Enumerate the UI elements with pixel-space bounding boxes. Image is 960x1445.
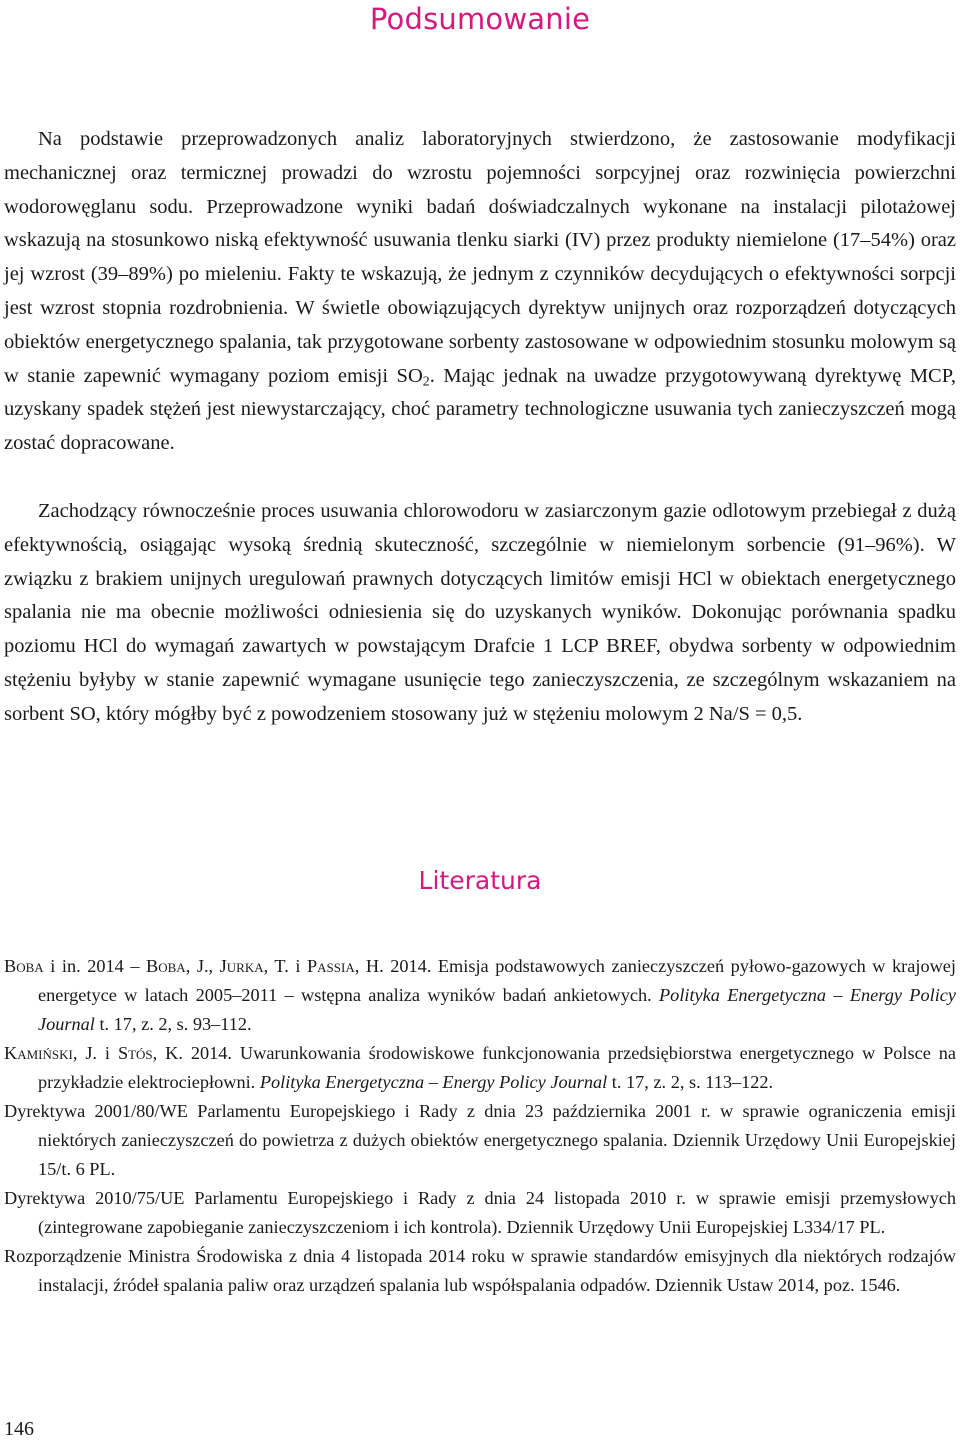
reference-text: , K. 2014. Uwarunkowania środowiskowe funkcjonowania przedsiębiorstwa energetycznego w Polsce na przykładzie elektrociepłowni. [38,1043,956,1092]
reference-text: t. 17, z. 2, s. 93–112. [94,1014,252,1034]
reference-item [4,1039,956,1097]
paragraph-text: Na podstawie przeprowadzonych analiz laboratoryjnych stwierdzono, że zastosowanie modyfikacji mechanicznej oraz termicznej prowadzi do wzrostu pojemności sorpcyjnej oraz rozwinięcia powierzchni wodorowęglanu sodu. Przeprowadzone wyniki badań doświadczalnych wykonane na instalacji pilotażowej wskazują na stosunkowo niską efektywność usuwania tlenku siarki (IV) przez produkty niemielone (17–54%) oraz jej wzrost (39–89%) po mieleniu. Fakty te wskazują, że jednym z czynników decydujących o efektywności sorpcji jest wzrost stopnia rozdrobnienia. W świetle obowiązujących dyrektyw unijnych oraz rozporządzeń dotyczących obiektów energetycznego spalania, tak przygotowane sorbenty zastosowane w odpowiednim stosunku molowym są w stanie zapewnić wymagany poziom emisji SO [4,128,956,387]
author-name: Boba [146,956,186,976]
section-heading-literature: Literatura [418,866,542,895]
reference-text: i in. 2014 – [43,956,147,976]
journal-title: Polityka Energetyczna – Energy Policy Journal [259,1072,608,1092]
author-name: Boba [4,956,44,976]
paragraph-text: . Mając jednak na uwadze przygotowywaną dyrektywę MCP, uzyskany spadek stężeń jest niewystarczający, choć parametry technologiczne usuwania tych zanieczyszczeń mogą zostać dopracowane. [4,364,956,455]
reference-text: , J., [185,956,220,976]
reference-item: Dyrektywa 2010/75/UE Parlamentu Europejskiego i Rady z dnia 24 listopada 2010 r. w sprawie emisji przemysłowych (zintegrowane zapobieganie zanieczyszczeniom i ich kontrola). Dziennik Urzędowy Unii Europejskiej L334/17 PL. [4,1188,956,1237]
reference-text: , J. i [72,1043,118,1063]
author-name: Kamiński [4,1043,73,1063]
reference-item: Dyrektywa 2001/80/WE Parlamentu Europejskiego i Rady z dnia 23 października 2001 r. w sprawie ograniczenia emisji niektórych zanieczyszczeń do powietrza z dużych obiektów energetycznego spalania. Dziennik Urzędowy Unii Europejskiej 15/t. 6 PL. [4,1101,956,1179]
reference-text: , T. i [263,956,307,976]
reference-item [4,952,956,1039]
reference-list [4,952,956,1300]
journal-title: Polityka Energetyczna – Energy Policy Journal [38,985,956,1034]
page-number: 146 [4,1418,34,1440]
subscript: 2 [422,374,430,390]
reference-text: t. 17, z. 2, s. 113–122. [607,1072,774,1092]
author-name: Jurka [219,956,264,976]
reference-item: Rozporządzenie Ministra Środowiska z dnia 4 listopada 2014 roku w sprawie standardów emisyjnych dla niektórych rodzajów instalacji, źródeł spalania paliw oraz urządzeń spalania lub współspalania odpadów. Dziennik Ustaw 2014, poz. 1546. [4,1246,956,1295]
section-heading-summary: Podsumowanie [369,2,591,36]
summary-paragraph-1 [4,123,956,461]
summary-paragraph-2: Zachodzący równocześnie proces usuwania chlorowodoru w zasiarczonym gazie odlotowym przebiegał z dużą efektywnością, osiągając wysoką średnią skuteczność, szczególnie w niemielonym sorbencie (91–96%). W związku z brakiem unijnych uregulowań prawnych dotyczących limitów emisji HCl w obiektach energetycznego spalania nie ma obecnie możliwości odniesienia się do uzyskanych wyników. Dokonując porównania spadku poziomu HCl do wymagań zawartych w powstającym Drafcie 1 LCP BREF, obydwa sorbenty w odpowiednim stężeniu byłyby w stanie zapewnić wymagane usunięcie tego zanieczyszczenia, ze szczególnym wskazaniem na sorbent SO, który mógłby być z powodzeniem stosowany już w stężeniu molowym 2 Na/S = 0,5. [4,500,956,725]
author-name: Passia [307,956,355,976]
author-name: Stós [117,1043,153,1063]
reference-text: , H. 2014. Emisja podstawowych zanieczyszczeń pyłowo-gazowych w krajowej energetyce w latach 2005–2011 – wstępna analiza wyników badań ankietowych. [38,956,956,1005]
